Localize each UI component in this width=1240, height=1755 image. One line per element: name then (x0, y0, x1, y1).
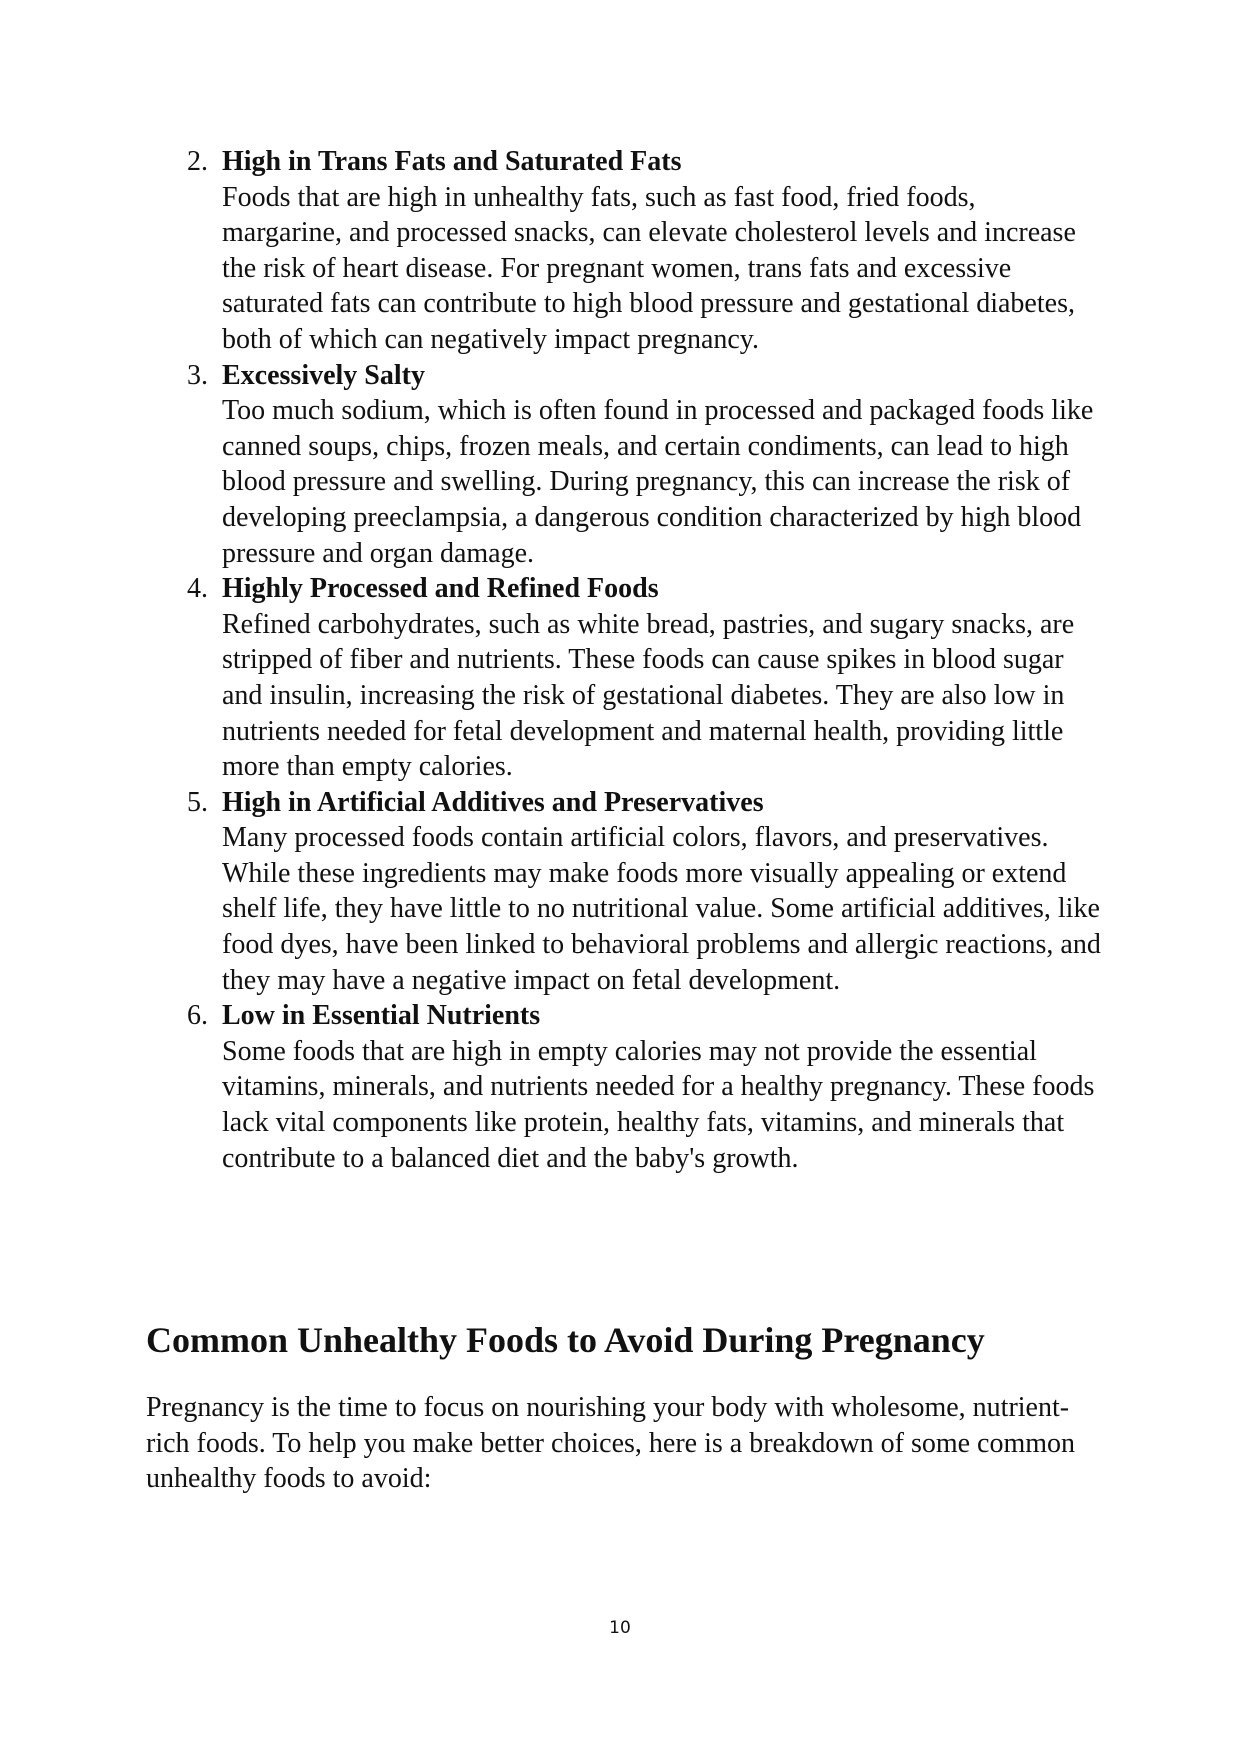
list-item-text: Refined carbohydrates, such as white bread, pastries, and sugary snacks, are stripped of fiber and nutrients. These foods can cause spikes in blood sugar and insulin, increasing the risk of gestational diabetes. They are also low in nutrients needed for fetal development and maternal health, providing little more than empty calories. (222, 608, 1075, 783)
list-item-title: Highly Processed and Refined Foods (222, 573, 659, 605)
list-item-body (222, 144, 1102, 358)
list-item-title: Low in Essential Nutrients (222, 1000, 541, 1032)
list-item (0, 144, 1240, 358)
list-item-text: Too much sodium, which is often found in processed and packaged foods like canned soups, chips, frozen meals, and certain condiments, can lead to high blood pressure and swelling. During pregnancy, this can increase the risk of developing preeclampsia, a dangerous condition characterized by high blood pressure and organ damage. (222, 395, 1094, 569)
list-item-title: Excessively Salty (222, 359, 425, 391)
list-item-text: Some foods that are high in empty calories may not provide the essential vitamins, minerals, and nutrients needed for a healthy pregnancy. These foods lack vital components like protein, healthy fats, vitamins, and minerals that contribute to a balanced diet and the baby's growth. (222, 1035, 1095, 1174)
numbered-list (0, 144, 1240, 1176)
list-item-body (222, 998, 1102, 1176)
section-intro-paragraph: Pregnancy is the time to focus on nourishing your body with wholesome, nutrient-rich foods. To help you make better choices, here is a breakdown of some common unhealthy foods to avoid: (146, 1392, 1076, 1495)
list-item-body (222, 785, 1102, 999)
list-item (0, 785, 1240, 999)
list-item-number: 3. (187, 359, 208, 391)
list-item-number: 2. (187, 146, 208, 177)
list-item-title: High in Artificial Additives and Preservatives (222, 786, 764, 818)
page-number: 10 (609, 1618, 631, 1638)
list-item-number: 5. (187, 786, 208, 818)
list-item-number: 6. (187, 1000, 208, 1032)
list-item (0, 358, 1240, 572)
list-item (0, 571, 1240, 785)
list-item (0, 998, 1240, 1176)
list-item-body (222, 358, 1102, 572)
list-item-number: 4. (187, 573, 208, 605)
section-heading: Common Unhealthy Foods to Avoid During Pregnancy (146, 1320, 985, 1360)
list-item-title: High in Trans Fats and Saturated Fats (222, 146, 682, 177)
list-item-body (222, 571, 1102, 785)
list-item-text: Many processed foods contain artificial colors, flavors, and preservatives. While these ingredients may make foods more visually appealing or extend shelf life, they have little to no nutritional value. Some artificial additives, like food dyes, have been linked to behavioral problems and allergic reactions, and they may have a negative impact on fetal development. (222, 822, 1101, 996)
list-item-text: Foods that are high in unhealthy fats, such as fast food, fried foods, margarine, and processed snacks, can elevate cholesterol levels and increase the risk of heart disease. For pregnant women, trans fats and excessive saturated fats can contribute to high blood pressure and gestational diabetes, both of which can negatively impact pregnancy. (222, 181, 1076, 355)
